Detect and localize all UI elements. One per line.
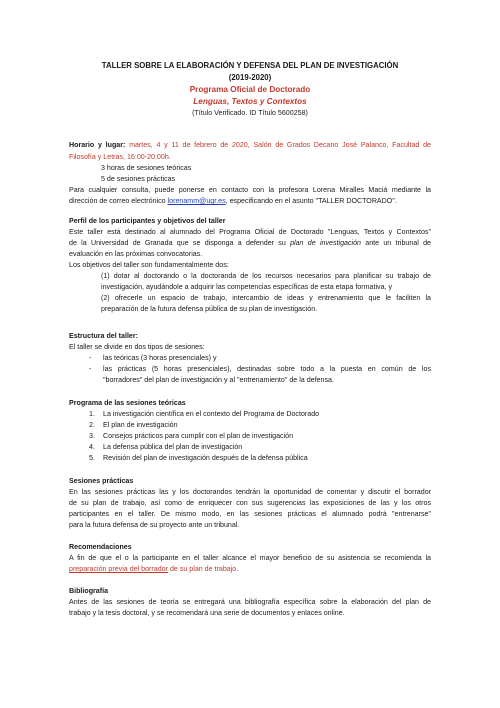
profile-p1-line-2 — [69, 239, 431, 248]
practice-line-2: de su plan de trabajo, así como de enriquecer con sus sugerencias las exposiciones de las y los otros — [69, 499, 431, 507]
practice-line-1: En las sesiones prácticas las y los doctorandos tendrán la oportunidad de comentar y discutir el borrador — [69, 488, 431, 496]
objective-2-line-1: (2) ofrecerle un espacio de trabajo, intercambio de ideas y entrenamiento que le faciliten la — [101, 294, 431, 302]
profile-p1-line-3: evaluación en las próximas convocatorias. — [69, 250, 203, 258]
profile-p2: Los objetivos del taller son fundamentalmente dos: — [69, 261, 229, 269]
theory-hours: 3 horas de sesiones teóricas — [101, 164, 192, 172]
practice-line-3: participantes en el taller. De mismo modo, en las sesiones prácticas el alumnado podrá "entrenarse" — [69, 510, 431, 518]
structure-item-2-line-2: "borradores" del plan de investigación y al "entrenamiento" de la defensa. — [103, 376, 334, 384]
profile-p1-text-end: ante un tribunal de — [360, 239, 431, 247]
program-name: Lenguas, Textos y Contextos — [193, 97, 307, 106]
theory-item-number: 3. — [89, 432, 95, 440]
bibliography-line-2: trabajo y la tesis doctoral, y se recomendará una serie de documentos y enlaces online. — [69, 609, 345, 617]
recommendation-period: . — [236, 565, 239, 573]
profile-p1-text: de la Universidad de Granada que se disponga a defender su — [69, 239, 291, 247]
structure-intro: El taller se divide en dos tipos de sesiones: — [69, 343, 205, 351]
theory-item-number: 1. — [89, 410, 95, 418]
recommendation-highlight-end: de su plan de trabajo — [168, 565, 237, 573]
schedule-line-1 — [69, 141, 431, 150]
structure-heading: Estructura del taller: — [69, 332, 138, 340]
recommendations-line-2 — [69, 565, 238, 574]
schedule-line-2: Filosofía y Letras, 16:00-20:00h. — [69, 153, 171, 161]
contact-text-end: , especificando en el asunto "TALLER DOCTORADO". — [225, 197, 397, 205]
schedule-label: Horario y lugar: — [69, 141, 126, 149]
practice-hours: 5 de sesiones prácticas — [101, 175, 176, 183]
theory-item: La defensa pública del plan de investigación — [103, 443, 243, 451]
recommendations-line-1: A fin de que el o la participante en el taller alcance el mayor beneficio de su asistencia se recomienda la — [69, 554, 431, 562]
email-link[interactable]: lorenamm@ugr.es — [167, 197, 226, 205]
bibliography-line-1: Antes de las sesiones de teoría se entregará una bibliografía específica sobre la elaboración del plan de — [69, 598, 431, 606]
document-years: (2019-2020) — [228, 73, 272, 82]
contact-line-2 — [69, 197, 397, 206]
list-dash: - — [89, 365, 92, 373]
document-title: TALLER SOBRE LA ELABORACIÓN Y DEFENSA DEL PLAN DE INVESTIGACIÓN — [101, 61, 399, 70]
list-dash: - — [89, 354, 92, 362]
structure-item-1: las teóricas (3 horas presenciales) y — [103, 354, 217, 362]
profile-p1-italic: plan de investigación — [290, 239, 361, 247]
schedule-value: martes, 4 y 11 de febrero de 2020, Salón de Grados Decano José Palanco, Facultad de — [125, 141, 431, 149]
profile-p1-line-1: Este taller está destinado al alumnado del Programa Oficial de Doctorado "Lenguas, Textos y Contextos" — [69, 228, 431, 236]
practice-line-4: para la futura defensa de su proyecto ante un tribunal. — [69, 521, 240, 529]
profile-heading: Perfil de los participantes y objetivos del taller — [69, 217, 226, 225]
recommendations-heading: Recomendaciones — [69, 543, 132, 551]
theory-item-number: 2. — [89, 421, 95, 429]
theory-heading: Programa de las sesiones teóricas — [69, 399, 186, 407]
practice-heading: Sesiones prácticas — [69, 477, 134, 485]
theory-item: Revisión del plan de investigación después de la defensa pública — [103, 454, 308, 462]
theory-item: La investigación científica en el contexto del Programa de Doctorado — [103, 410, 320, 418]
bibliography-heading: Bibliografía — [69, 587, 109, 595]
theory-item-number: 5. — [89, 454, 95, 462]
contact-text: dirección de correo electrónico — [69, 197, 168, 205]
recommendation-draft: borrador — [141, 565, 168, 573]
objective-1-line-2: investigación, ayudándole a adquirir las competencias específicas de esta etapa formativa, y — [101, 283, 393, 291]
theory-item: Consejos prácticos para cumplir con el plan de investigación — [103, 432, 294, 440]
program-title: Programa Oficial de Doctorado — [189, 85, 311, 94]
recommendation-highlight: preparación previa del — [69, 565, 142, 573]
theory-item: El plan de investigación — [103, 421, 178, 429]
verified-title-id: (Título Verificado. ID Título 5600258) — [192, 109, 308, 117]
structure-item-2-line-1: las prácticas (5 horas presenciales), destinadas sobre todo a la puesta en común de los — [103, 365, 431, 373]
objective-1-line-1: (1) dotar al doctorando o la doctoranda de los recursos necesarios para planificar su trabajo de — [101, 272, 431, 280]
contact-line-1: Para cualquier consulta, puede ponerse en contacto con la profesora Lorena Miralles Maciá mediante la — [69, 186, 431, 194]
theory-item-number: 4. — [89, 443, 95, 451]
objective-2-line-2: preparación de la futura defensa pública de su plan de investigación. — [101, 305, 318, 313]
